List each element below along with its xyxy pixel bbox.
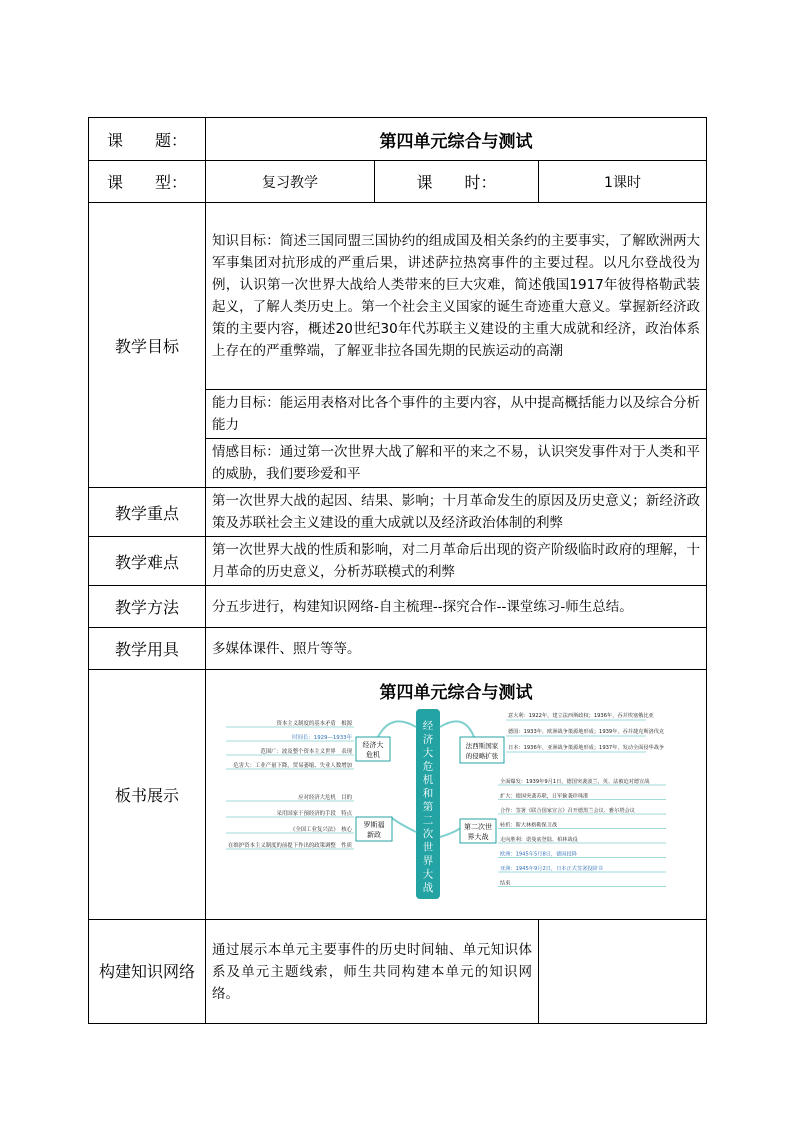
goals-label: 教学目标: [89, 203, 206, 488]
methods-text: 分五步进行，构建知识网络-自主梳理--探究合作--课堂练习-师生总结。: [206, 586, 707, 628]
row-board: [89, 670, 707, 920]
topic-value: 第四单元综合与测试: [206, 118, 707, 161]
board-title: 第四单元综合与测试: [379, 683, 533, 703]
lesson-plan-table: [88, 117, 707, 1024]
aggression-item: 德国：1933年，欧洲战争策源地形成；1939年，吞并捷克斯洛伐克: [508, 729, 665, 735]
ww2-item: 合作：签署《联合国家宣言》召开德黑兰会议、雅尔塔会议: [500, 808, 635, 814]
node-crisis-label-2: 危机: [366, 751, 380, 759]
ww2-item: 转折：斯大林格勒保卫战: [500, 822, 558, 829]
center-char: 战: [422, 882, 434, 894]
ww2-branches: [498, 777, 666, 887]
center-char: 界: [422, 855, 434, 867]
row-methods: [89, 586, 707, 628]
topic-label: 课 题：: [106, 130, 187, 150]
aggression-item: 日本：1936年，亚洲战争策源地形成；1937年，发动全面侵华战争: [508, 745, 665, 751]
type-label: 课 型：: [106, 173, 187, 192]
newdeal-item: 应对经济大危机 目的: [298, 795, 352, 801]
arc-left-top: [378, 721, 416, 737]
ww2-item: 扩大：德国突袭苏联，日军偷袭珍珠港: [500, 793, 589, 800]
hours-value: 1课时: [539, 161, 707, 203]
newdeal-item: 采用国家干预经济的手段 特点: [276, 811, 352, 817]
ability-goal: 能力目标：能运用表格对比各个事件的主要内容，从中提高概括能力以及综合分析能力: [206, 390, 707, 439]
center-char: 第: [422, 801, 434, 813]
type-label-cell: [89, 161, 206, 203]
ww2-item: 结束: [500, 880, 511, 887]
arc-right-top: [440, 721, 474, 737]
center-char: 危: [422, 760, 434, 773]
emotion-goal: 情感目标：通过第一次世界大战了解和平的来之不易，认识突发事件对于人类和平的威胁，我们要珍爱和平: [206, 439, 707, 488]
center-char: 次: [422, 828, 434, 840]
board-cell: [206, 670, 707, 920]
crisis-item: 范围广：波及整个资本主义世界 表现: [260, 749, 352, 755]
row-topic: [89, 118, 707, 161]
tools-text: 多媒体课件、照片等等。: [206, 628, 707, 670]
node-aggression-label-1: 法西斯国家: [465, 742, 499, 750]
row-type: [89, 161, 707, 203]
node-newdeal-label-2: 新政: [367, 831, 381, 839]
mind-map: [206, 707, 706, 902]
center-char: 经: [422, 720, 434, 732]
mind-map-center-text: [423, 720, 434, 894]
aggression-item: 意大利：1922年，建立法西斯政权；1936年，吞并埃塞俄比亚: [508, 713, 654, 719]
node-crisis-label-1: 经济大: [362, 741, 384, 749]
difficulties-text: 第一次世界大战的性质和影响，对二月革命后出现的资产阶级临时政府的理解，十月革命的历史意义，分析苏联模式的利弊: [206, 537, 707, 586]
ww2-item: 亚洲：1945年9月2日，日本正式签署投降书: [500, 866, 603, 872]
center-char: 大: [422, 747, 434, 759]
center-char: 和: [422, 787, 434, 800]
crisis-item: 资本主义制度的基本矛盾 根源: [276, 721, 352, 727]
newdeal-branches: [226, 793, 354, 849]
row-goals-knowledge: [89, 203, 707, 390]
node-ww2-label-2: 界大战: [467, 833, 489, 841]
crisis-item: 时间长：1929—1933年: [292, 735, 352, 741]
hours-label-cell: [375, 161, 539, 203]
board-label: 板书展示: [89, 670, 206, 920]
center-char: 机: [422, 774, 434, 786]
ww2-item: 全面爆发：1939年9月1日，德国突袭波兰，英、法被迫对德宣战: [500, 779, 650, 785]
crisis-item: 危害大：工业产量下降，贸易萎缩、失业人数增加: [233, 763, 352, 769]
aggression-branches: [506, 711, 665, 752]
row-key-points: [89, 488, 707, 537]
tools-label: 教学用具: [89, 628, 206, 670]
key-points-label: 教学重点: [89, 488, 206, 537]
ww2-item: 欧洲：1945年5月8日，德国投降: [500, 851, 577, 858]
ww2-item: 走向胜利：诺曼底登陆、柏林战役: [500, 837, 578, 843]
newdeal-item: 《全国工业复兴法》 核心: [290, 827, 352, 833]
network-label: 构建知识网络: [89, 920, 206, 1024]
difficulties-label: 教学难点: [89, 537, 206, 586]
center-char: 大: [422, 868, 434, 881]
row-tools: [89, 628, 707, 670]
node-ww2-label-1: 第二次世: [464, 823, 492, 831]
network-text: 通过展示本单元主要事件的历史时间轴、单元知识体系及单元主题线索，师生共同构建本单元的知识网络。: [206, 920, 539, 1024]
hours-label: 课 时：: [416, 173, 497, 192]
center-char: 济: [422, 733, 434, 746]
key-points-text: 第一次世界大战的起因、结果、影响；十月革命发生的原因及历史意义；新经济政策及苏联社会主义建设的重大成就以及经济政治体制的利弊: [206, 488, 707, 537]
methods-label: 教学方法: [89, 586, 206, 628]
center-char: 世: [422, 841, 434, 854]
center-char: 二: [422, 814, 434, 827]
node-newdeal-label-1: 罗斯福: [363, 821, 385, 829]
row-difficulties: [89, 537, 707, 586]
network-empty-cell: [539, 920, 707, 1024]
row-network: [89, 920, 707, 1024]
arc-left-bottom: [391, 817, 416, 832]
newdeal-item: 在维护资本主义制度的前提下作出的政策调整 性质: [228, 843, 352, 849]
type-value: 复习教学: [206, 161, 375, 203]
node-aggression-label-2: 的侵略扩张: [465, 752, 499, 760]
topic-label-cell: [89, 118, 206, 161]
crisis-branches: [226, 719, 354, 769]
knowledge-goal: 知识目标：简述三国同盟三国协约的组成国及相关条约的主要事实，了解欧洲两大军事集团对抗形成的严重后果，讲述萨拉热窝事件的主要过程。以凡尔登战役为例，认识第一次世界大战给人类带来的巨大灾难，简述俄国1917年彼得格勒武装起义，了解人类历史上。第一个社会主义国家的诞生奇迹重大意义。掌握新经济政策的主要内容，概述20世纪30年代苏联主义建设的主重大成就和经济，政治体系上存在的严重弊端，了解亚非拉各国先期的民族运动的高潮: [206, 203, 707, 390]
arc-right-bottom: [440, 827, 462, 837]
